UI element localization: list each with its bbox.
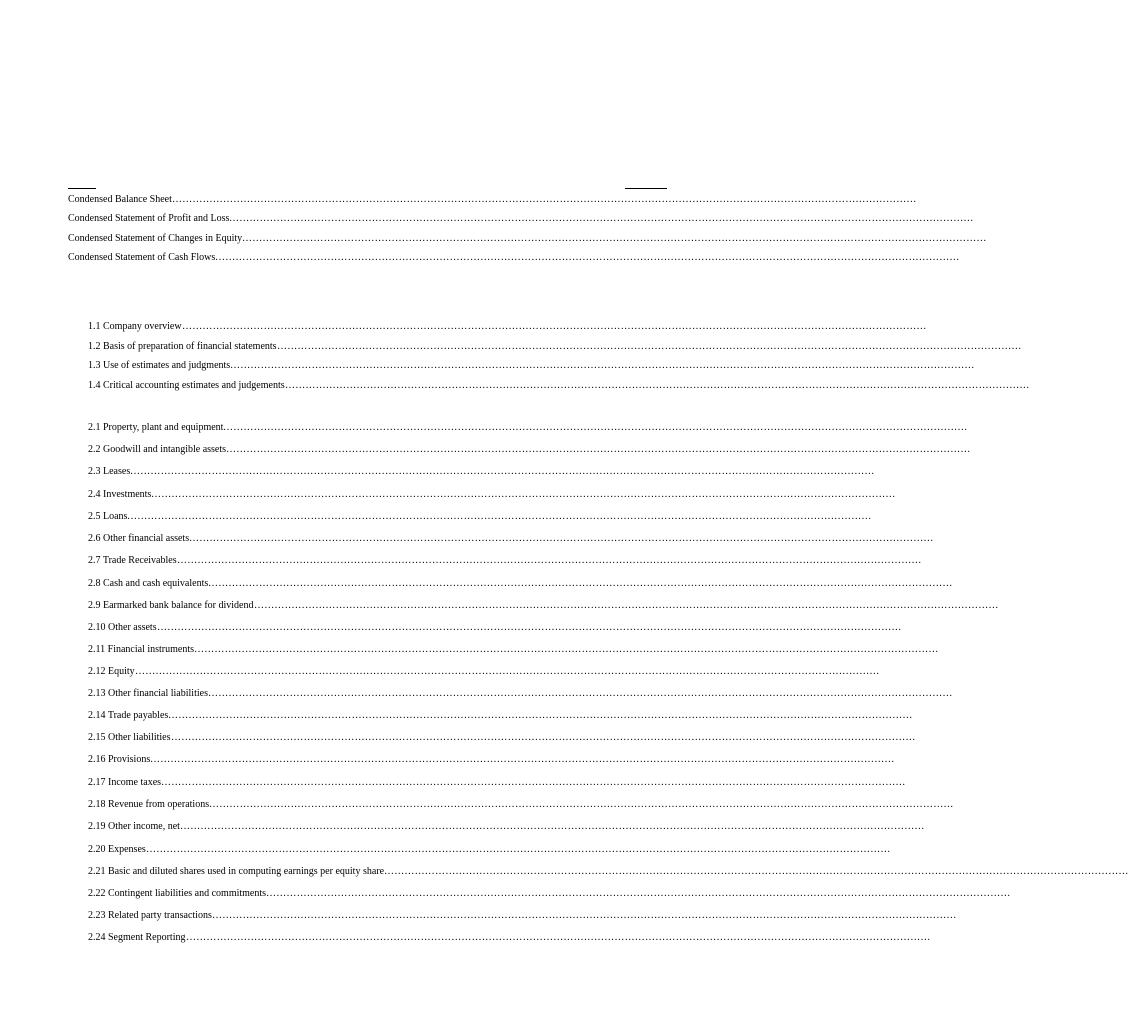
toc-entry-2-10[interactable] [88,621,902,635]
toc-entry-label: 2.7 Trade Receivables [88,555,177,566]
toc-leader-dots: ………………………………………………………………………………………………………………………………………………………………………………………………… [186,932,931,943]
toc-leader-dots: ………………………………………………………………………………………………………………………………………………………………………………………………… [171,732,916,743]
toc-entry-label: 2.9 Earmarked bank balance for dividend [88,600,254,611]
toc-leader-dots: ………………………………………………………………………………………………………………………………………………………………………………………………… [135,666,880,677]
toc-entry-2-3[interactable] [88,465,875,479]
toc-entry-label: 1.4 Critical accounting estimates and judgements [88,380,285,391]
toc-leader-dots: ………………………………………………………………………………………………………………………………………………………………………………………………… [189,533,934,544]
toc-leader-dots: ………………………………………………………………………………………………………………………………………………………………………………………………… [277,341,1022,352]
toc-entry-label: 1.3 Use of estimates and judgments [88,360,231,371]
toc-leader-dots: ………………………………………………………………………………………………………………………………………………………………………………………………… [130,466,875,477]
toc-entry-label: 2.20 Expenses [88,844,146,855]
toc-entry-2-19[interactable] [88,820,925,834]
toc-entry-2-11[interactable] [88,643,939,657]
toc-entry-2-2[interactable] [88,443,971,457]
toc-entry-label: 2.11 Financial instruments [88,644,195,655]
toc-entry-1-4[interactable] [88,379,1030,393]
toc-entry-2-17[interactable] [88,776,906,790]
toc-entry-label: 1.2 Basis of preparation of financial statements [88,341,277,352]
toc-leader-dots: ………………………………………………………………………………………………………………………………………………………………………………………………… [208,688,953,699]
toc-entry-2-6[interactable] [88,532,934,546]
toc-entry-label: Condensed Statement of Changes in Equity [68,233,243,244]
toc-leader-dots: ………………………………………………………………………………………………………………………………………………………………………………………………… [266,888,1011,899]
toc-leader-dots: ………………………………………………………………………………………………………………………………………………………………………………………………… [254,600,999,611]
toc-leader-dots: ………………………………………………………………………………………………………………………………………………………………………………………………… [215,252,960,263]
toc-leader-dots: ………………………………………………………………………………………………………………………………………………………………………………………………… [226,444,971,455]
toc-entry-balance-sheet[interactable] [68,193,917,207]
toc-entry-2-15[interactable] [88,731,916,745]
toc-leader-dots: ………………………………………………………………………………………………………………………………………………………………………………………………… [177,555,922,566]
toc-leader-dots: ………………………………………………………………………………………………………………………………………………………………………………………………… [242,233,987,244]
toc-entry-cash-flows[interactable] [68,251,960,265]
toc-entry-1-3[interactable] [88,359,975,373]
toc-entry-label: Condensed Statement of Cash Flows [68,252,216,263]
toc-entry-2-14[interactable] [88,709,913,723]
toc-entry-label: 2.17 Income taxes [88,777,162,788]
toc-leader-dots: ………………………………………………………………………………………………………………………………………………………………………………………………… [182,321,927,332]
toc-leader-dots: ………………………………………………………………………………………………………………………………………………………………………………………………… [230,360,975,371]
toc-entry-label: 2.5 Loans [88,511,128,522]
toc-entry-2-20[interactable] [88,843,891,857]
toc-entry-2-23[interactable] [88,909,957,923]
toc-leader-dots: ………………………………………………………………………………………………………………………………………………………………………………………………… [161,777,906,788]
toc-entry-1-1[interactable] [88,320,927,334]
toc-entry-label: 2.3 Leases [88,466,131,477]
toc-leader-dots: ………………………………………………………………………………………………………………………………………………………………………………………………… [212,910,957,921]
toc-entry-2-7[interactable] [88,554,922,568]
toc-entry-label: 2.21 Basic and diluted shares used in computing earnings per equity share [88,866,385,877]
toc-entry-label: 2.13 Other financial liabilities [88,688,208,699]
toc-entry-2-8[interactable] [88,577,953,591]
toc-leader-dots: ………………………………………………………………………………………………………………………………………………………………………………………………… [209,799,954,810]
toc-entry-1-2[interactable] [88,340,1022,354]
toc-entry-label: 2.19 Other income, net [88,821,180,832]
toc-entry-label: 2.24 Segment Reporting [88,932,186,943]
toc-entry-label: 2.8 Cash and cash equivalents [88,578,209,589]
toc-entry-2-18[interactable] [88,798,954,812]
toc-leader-dots: ………………………………………………………………………………………………………………………………………………………………………………………………… [180,821,925,832]
toc-entry-changes-in-equity[interactable] [68,232,987,246]
toc-entry-label: 2.6 Other financial assets [88,533,190,544]
toc-entry-label: 1.1 Company overview [88,321,182,332]
toc-entry-label: 2.22 Contingent liabilities and commitments [88,888,267,899]
toc-entry-label: 2.23 Related party transactions [88,910,212,921]
toc-entry-2-21[interactable] [88,865,1129,879]
toc-leader-dots: ………………………………………………………………………………………………………………………………………………………………………………………………… [194,644,939,655]
toc-entry-label: 2.2 Goodwill and intangible assets [88,444,227,455]
toc-leader-dots: ………………………………………………………………………………………………………………………………………………………………………………………………… [172,194,917,205]
toc-entry-2-13[interactable] [88,687,953,701]
header-rule-right [625,188,667,189]
toc-entry-label: Condensed Statement of Profit and Loss [68,213,230,224]
toc-entry-2-5[interactable] [88,510,872,524]
toc-entry-2-16[interactable] [88,753,895,767]
toc-leader-dots: ………………………………………………………………………………………………………………………………………………………………………………………………… [285,380,1030,391]
toc-leader-dots: ………………………………………………………………………………………………………………………………………………………………………………………………… [223,422,968,433]
toc-entry-label: 2.16 Provisions [88,754,151,765]
toc-leader-dots: ………………………………………………………………………………………………………………………………………………………………………………………………… [151,489,896,500]
toc-entry-label: Condensed Balance Sheet [68,194,172,205]
toc-entry-2-1[interactable] [88,421,968,435]
toc-entry-2-4[interactable] [88,488,896,502]
toc-entry-2-22[interactable] [88,887,1011,901]
toc-leader-dots: ………………………………………………………………………………………………………………………………………………………………………………………………… [384,866,1129,877]
toc-leader-dots: ………………………………………………………………………………………………………………………………………………………………………………………………… [229,213,974,224]
toc-entry-2-24[interactable] [88,931,931,945]
toc-leader-dots: ………………………………………………………………………………………………………………………………………………………………………………………………… [146,844,891,855]
toc-entry-label: 2.14 Trade payables [88,710,169,721]
toc-entry-label: 2.4 Investments [88,489,152,500]
toc-leader-dots: ………………………………………………………………………………………………………………………………………………………………………………………………… [127,511,872,522]
toc-entry-label: 2.18 Revenue from operations [88,799,210,810]
header-rule-left [68,188,96,189]
toc-entry-2-12[interactable] [88,665,880,679]
toc-leader-dots: ………………………………………………………………………………………………………………………………………………………………………………………………… [150,754,895,765]
toc-entry-label: 2.1 Property, plant and equipment [88,422,224,433]
toc-leader-dots: ………………………………………………………………………………………………………………………………………………………………………………………………… [168,710,913,721]
toc-leader-dots: ………………………………………………………………………………………………………………………………………………………………………………………………… [157,622,902,633]
toc-leader-dots: ………………………………………………………………………………………………………………………………………………………………………………………………… [208,578,953,589]
toc-entry-label: 2.10 Other assets [88,622,157,633]
toc-entry-2-9[interactable] [88,599,999,613]
toc-entry-label: 2.12 Equity [88,666,135,677]
toc-entry-label: 2.15 Other liabilities [88,732,171,743]
toc-entry-profit-and-loss[interactable] [68,212,974,226]
